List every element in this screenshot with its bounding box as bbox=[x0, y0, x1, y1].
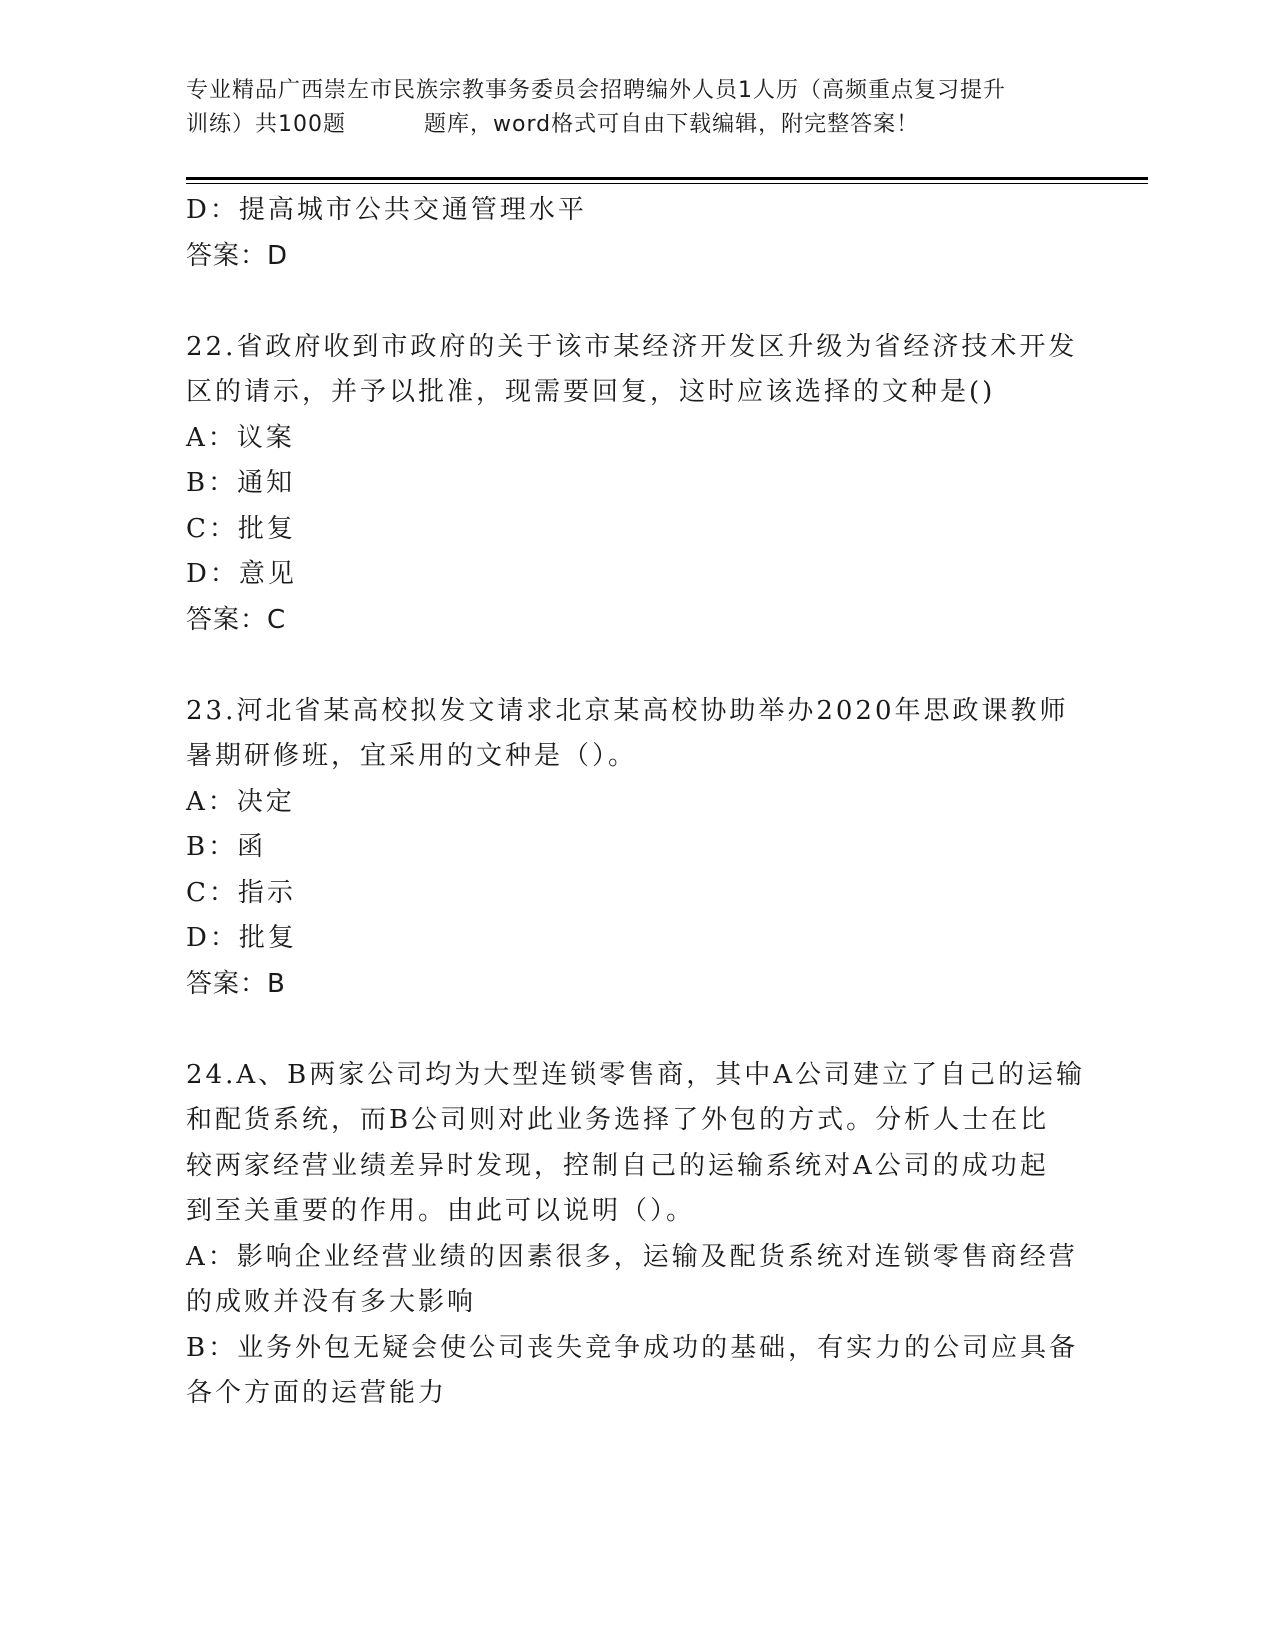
q23-option-a: A：决定 bbox=[186, 786, 295, 817]
header-title-part-b: 题库，word格式可自由下载编辑，附完整答案！ bbox=[424, 112, 920, 137]
page-header bbox=[186, 74, 1086, 142]
q22-option-a: A：议案 bbox=[186, 422, 295, 453]
q23-stem-line-1: 23.河北省某高校拟发文请求北京某高校协助举办2020年思政课教师 bbox=[186, 695, 1069, 726]
q24-option-b-line-2: 各个方面的运营能力 bbox=[186, 1378, 448, 1408]
header-rule-thick bbox=[186, 177, 1148, 180]
q23-option-c: C：指示 bbox=[186, 877, 296, 908]
q24-option-a-line-1: A：影响企业经营业绩的因素很多，运输及配货系统对连锁零售商经营 bbox=[186, 1241, 1078, 1272]
header-title-line-1: 专业精品广西崇左市民族宗教事务委员会招聘编外人员1人历（高频重点复习提升 bbox=[186, 78, 1006, 103]
q23-stem-line-2: 暑期研修班，宜采用的文种是（）。 bbox=[186, 741, 638, 771]
q22-answer: 答案：C bbox=[186, 604, 287, 635]
q24-stem-line-1: 24.A、B两家公司均为大型连锁零售商，其中A公司建立了自己的运输 bbox=[186, 1059, 1086, 1090]
q23-answer: 答案：B bbox=[186, 968, 286, 999]
q21-option-d: D：提高城市公共交通管理水平 bbox=[186, 195, 587, 225]
document-body bbox=[186, 188, 1086, 1417]
header-rule-thin bbox=[186, 183, 1148, 184]
q22-option-b: B：通知 bbox=[186, 468, 296, 498]
q21-answer: 答案：D bbox=[186, 240, 289, 271]
header-title-line-2 bbox=[186, 108, 1086, 142]
q22-option-c: C：批复 bbox=[186, 513, 296, 544]
q24-option-b-line-1: B：业务外包无疑会使公司丧失竞争成功的基础，有实力的公司应具备 bbox=[186, 1332, 1079, 1363]
q24-stem-line-4: 到至关重要的作用。由此可以说明（）。 bbox=[186, 1196, 696, 1226]
q24-stem-line-2: 和配货系统，而B公司则对此业务选择了外包的方式。分析人士在比 bbox=[186, 1105, 1050, 1135]
q22-option-d: D：意见 bbox=[186, 559, 297, 589]
q23-option-d: D：批复 bbox=[186, 923, 297, 953]
q22-stem-line-2: 区的请示，并予以批准，现需要回复，这时应该选择的文种是() bbox=[186, 377, 996, 407]
q23-option-b: B：函 bbox=[186, 832, 267, 862]
spacer bbox=[186, 1007, 1086, 1053]
header-title-part-a: 训练）共100题 bbox=[186, 112, 346, 137]
q24-stem-line-3: 较两家经营业绩差异时发现，控制自己的运输系统对A公司的成功起 bbox=[186, 1150, 1049, 1181]
q24-option-a-line-2: 的成败并没有多大影响 bbox=[186, 1287, 477, 1317]
q22-stem-line-1: 22.省政府收到市政府的关于该市某经济开发区升级为省经济技术开发 bbox=[186, 331, 1078, 362]
spacer bbox=[186, 279, 1086, 325]
spacer bbox=[186, 643, 1086, 689]
